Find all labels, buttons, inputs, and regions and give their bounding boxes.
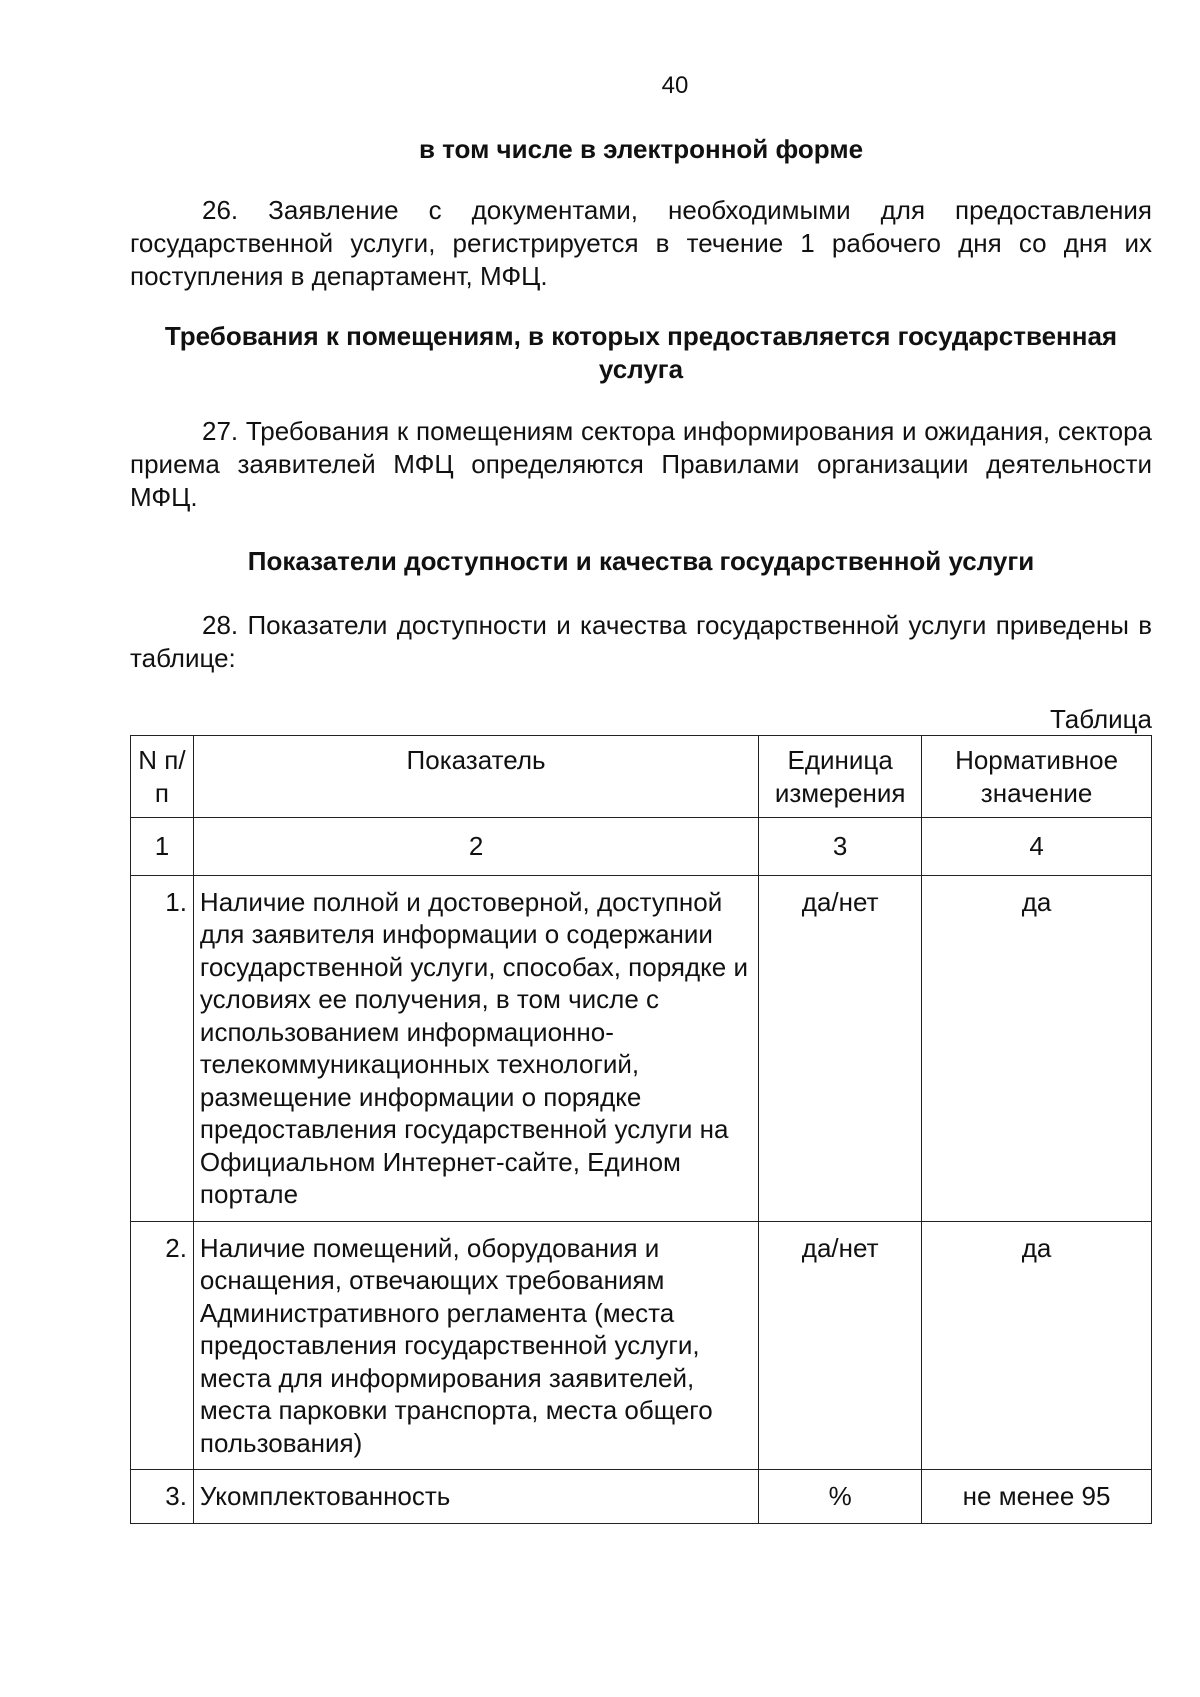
row-unit: да/нет (759, 1221, 922, 1470)
page-number: 40 (661, 72, 689, 99)
row-unit: да/нет (759, 875, 922, 1221)
column-number: 2 (193, 818, 758, 876)
section-heading: в том числе в электронной форме (418, 134, 864, 164)
row-value: да (922, 1221, 1152, 1470)
table-caption: Таблица (1050, 704, 1152, 734)
column-number: 4 (922, 818, 1152, 876)
section-heading-premises: Требования к помещениям, в которых предоставляется государственная услуга (164, 321, 1118, 384)
header-unit: Единица измерения (759, 736, 922, 818)
indicators-table (130, 735, 1152, 1524)
column-number: 3 (759, 818, 922, 876)
row-number: 2. (131, 1221, 194, 1470)
row-indicator: Наличие помещений, оборудования и оснащения, отвечающих требованиям Административного регламента (места предоставления государственной услуги, места для информирования заявителей, места парковки транспорта, места общего пользования) (193, 1221, 758, 1470)
table-header-row (131, 736, 1152, 818)
section-heading-indicators: Показатели доступности и качества государственной услуги (247, 546, 1035, 576)
paragraph-28: 28. Показатели доступности и качества государственной услуги приведены в таблице: (130, 610, 1152, 673)
row-indicator: Укомплектованность (193, 1470, 758, 1524)
row-value: не менее 95 (922, 1470, 1152, 1524)
header-value: Нормативное значение (922, 736, 1152, 818)
column-number-row (131, 818, 1152, 876)
column-number: 1 (131, 818, 194, 876)
paragraph-26: 26. Заявление с документами, необходимыми для предоставления государственной услуги, регистрируется в течение 1 рабочего дня со дня их поступления в департамент, МФЦ. (130, 195, 1152, 291)
row-number: 3. (131, 1470, 194, 1524)
row-indicator: Наличие полной и достоверной, доступной для заявителя информации о содержании государственной услуги, способах, порядке и условиях ее получения, в том числе с использованием информационно-телекоммуникационных технологий, размещение информации о порядке предоставления государственной услуги на Официальном Интернет-сайте, Едином портале (193, 875, 758, 1221)
table-row (131, 1470, 1152, 1524)
table-row (131, 875, 1152, 1221)
row-unit: % (759, 1470, 922, 1524)
row-value: да (922, 875, 1152, 1221)
paragraph-27: 27. Требования к помещениям сектора информирования и ожидания, сектора приема заявителей МФЦ определяются Правилами организации деятельности МФЦ. (130, 416, 1152, 512)
table-row (131, 1221, 1152, 1470)
header-num: N п/п (131, 736, 194, 818)
header-indicator: Показатель (193, 736, 758, 818)
row-number: 1. (131, 875, 194, 1221)
